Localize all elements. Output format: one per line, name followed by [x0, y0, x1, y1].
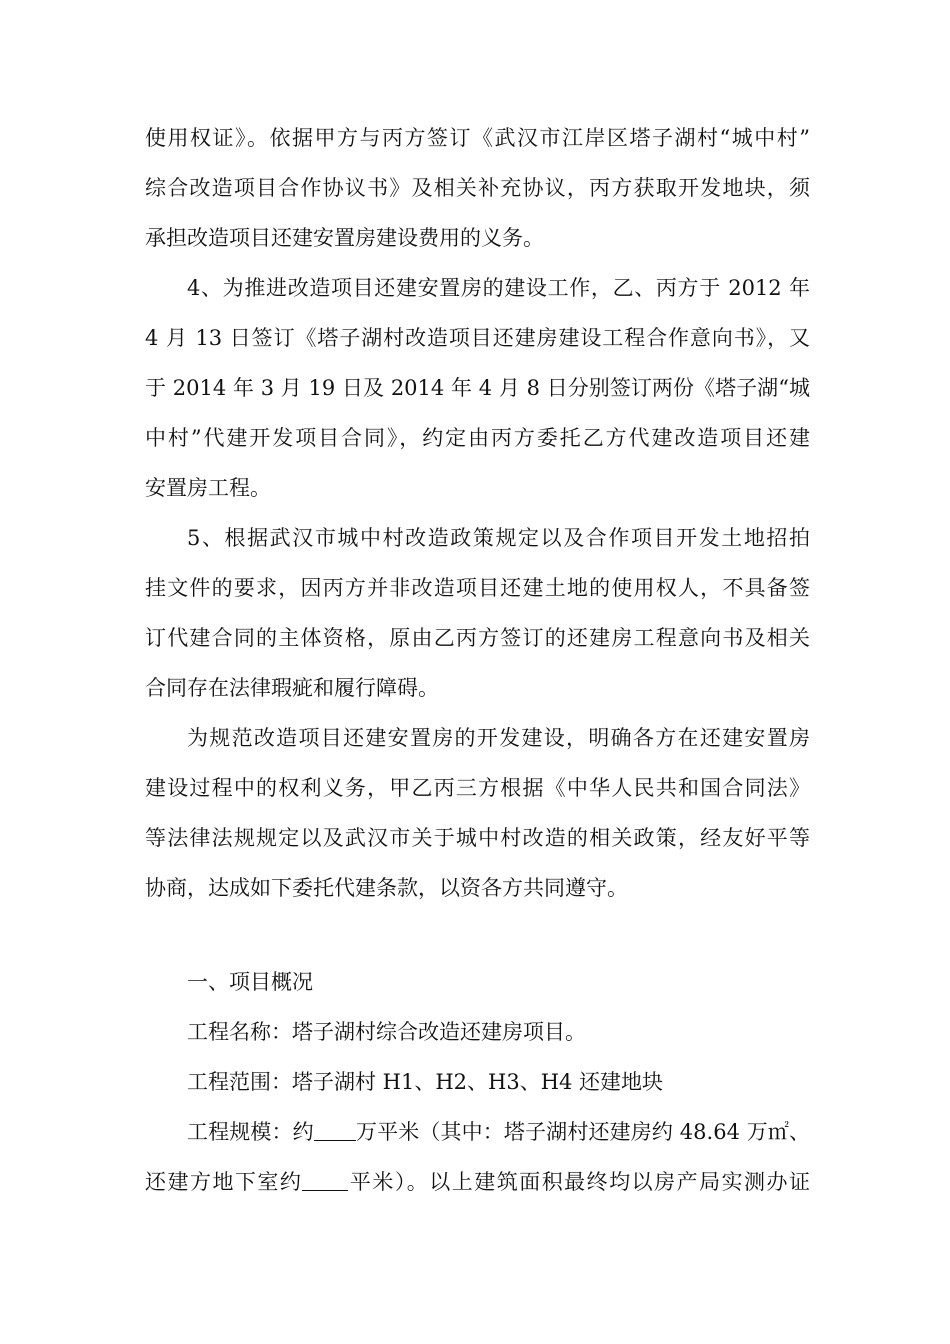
section-heading: 一、项目概况 — [187, 970, 313, 994]
basement-area-suffix: 平米）。以上建筑面积最终均以房产局实测办证 — [348, 1170, 810, 1194]
project-scope: 工程范围：塔子湖村 H1、H2、H3、H4 还建地块 — [187, 1070, 664, 1094]
paragraph-4-line-4: 协商，达成如下委托代建条款，以资各方共同遵守。 — [145, 876, 628, 900]
project-scale-line-2 — [145, 1162, 810, 1202]
paragraph-2-line-3: 于 2014 年 3 月 19 日及 2014 年 4 月 8 日分别签订两份《塔子湖“城 — [145, 376, 810, 400]
basement-area-prefix: 还建方地下室约 — [145, 1170, 303, 1194]
paragraph-2-line-5: 安置房工程。 — [145, 476, 271, 500]
fill-in-blank — [302, 1168, 348, 1191]
paragraph-3-line-3: 订代建合同的主体资格，原由乙丙方签订的还建房工程意向书及相关 — [145, 626, 810, 650]
paragraph-2-line-4: 中村”代建开发项目合同》，约定由丙方委托乙方代建改造项目还建 — [145, 426, 810, 450]
project-scale-suffix: 万平米（其中：塔子湖村还建房约 48.64 万㎡、 — [355, 1120, 811, 1144]
paragraph-3-line-1: 5、根据武汉市城中村改造政策规定以及合作项目开发土地招拍 — [187, 526, 810, 550]
paragraph-1-line-3: 承担改造项目还建安置房建设费用的义务。 — [145, 226, 544, 250]
paragraph-4-line-2: 建设过程中的权利义务，甲乙丙三方根据《中华人民共和国合同法》 — [145, 776, 810, 800]
paragraph-4-line-1: 为规范改造项目还建安置房的开发建设，明确各方在还建安置房 — [187, 726, 810, 750]
paragraph-2-line-2: 4 月 13 日签订《塔子湖村改造项目还建房建设工程合作意向书》，又 — [145, 326, 810, 350]
paragraph-4-line-3: 等法律法规规定以及武汉市关于城中村改造的相关政策，经友好平等 — [145, 826, 810, 850]
paragraph-1-line-1: 使用权证》。依据甲方与丙方签订《武汉市江岸区塔子湖村“城中村” — [145, 126, 810, 150]
project-name: 工程名称：塔子湖村综合改造还建房项目。 — [187, 1020, 586, 1044]
fill-in-blank — [314, 1118, 356, 1141]
paragraph-2-line-1: 4、为推进改造项目还建安置房的建设工作，乙、丙方于 2012 年 — [187, 276, 810, 300]
paragraph-3-line-2: 挂文件的要求，因丙方并非改造项目还建土地的使用权人，不具备签 — [145, 576, 810, 600]
project-scale-line-1 — [187, 1112, 810, 1152]
paragraph-3-line-4: 合同存在法律瑕疵和履行障碍。 — [145, 676, 439, 700]
project-scale-prefix: 工程规模：约 — [187, 1120, 314, 1144]
paragraph-1-line-2: 综合改造项目合作协议书》及相关补充协议，丙方获取开发地块，须 — [145, 176, 810, 200]
